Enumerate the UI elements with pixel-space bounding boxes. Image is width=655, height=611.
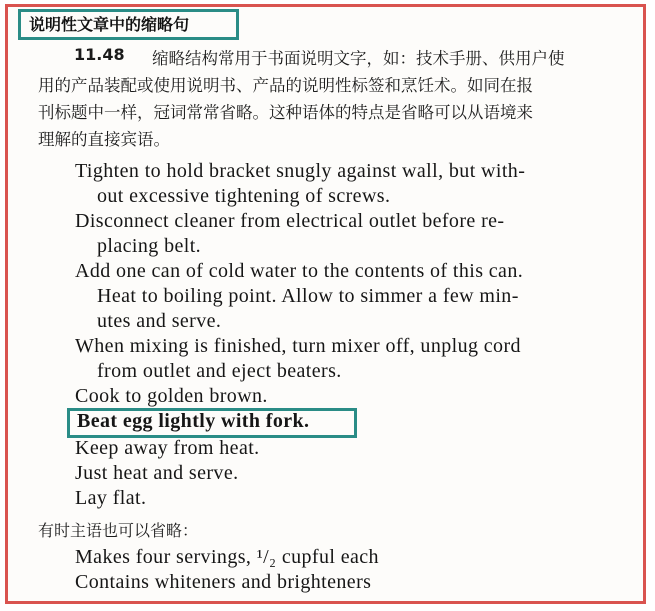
paragraph-line: 理解的直接宾语。: [38, 130, 170, 149]
example-line: out excessive tightening of screws.: [97, 185, 391, 207]
subject-omission-note: 有时主语也可以省略：: [38, 521, 199, 540]
highlighted-example: Beat egg lightly with fork.: [77, 410, 310, 432]
example-line: Heat to boiling point. Allow to simmer a few min-: [97, 285, 519, 307]
example-line: Disconnect cleaner from electrical outlet before re-: [75, 210, 505, 232]
paragraph-line: 用的产品装配或使用说明书、产品的说明性标签和烹饪术。如同在报: [38, 76, 533, 95]
paragraph-line: 刊标题中一样，冠词常常省略。这种语体的特点是省略可以从语境来: [38, 103, 533, 122]
example-line: Just heat and serve.: [75, 462, 239, 484]
example-line: Tighten to hold bracket snugly against wall, but with-: [75, 160, 526, 182]
section-heading: 说明性文章中的缩略句: [18, 9, 239, 40]
subject-example-line: Contains whiteners and brighteners: [75, 571, 372, 593]
example-line: placing belt.: [97, 235, 202, 257]
paragraph-number: 11.48: [74, 45, 125, 64]
example-line: Lay flat.: [75, 487, 147, 509]
subject-example-line: Makes four servings, ¹/₂ cupful each: [75, 546, 379, 568]
example-line: When mixing is finished, turn mixer off, unplug cord: [75, 335, 521, 357]
example-line: utes and serve.: [97, 310, 222, 332]
example-line: Cook to golden brown.: [75, 385, 268, 407]
example-line: from outlet and eject beaters.: [97, 360, 342, 382]
paragraph-line: 缩略结构常用于书面说明文字，如：技术手册、供用户使: [152, 49, 565, 68]
example-line: Keep away from heat.: [75, 437, 260, 459]
example-line: Add one can of cold water to the contents of this can.: [75, 260, 524, 282]
